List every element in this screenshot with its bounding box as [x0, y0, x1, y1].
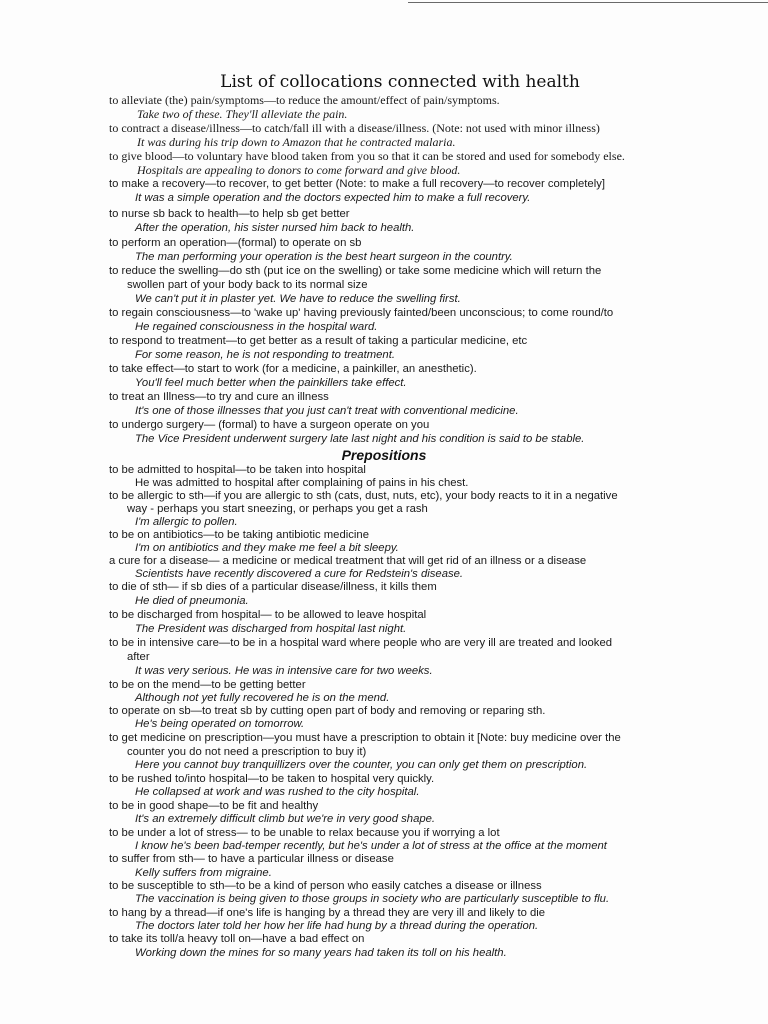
collocation-entry: a cure for a disease— a medicine or medical treatment that will get rid of an illness or a disease: [109, 555, 587, 567]
collocation-entry-continued: way - perhaps you start sneezing, or perhaps you get a rash: [127, 503, 428, 515]
example-sentence: Here you cannot buy tranquillizers over the counter, you can only get them on prescription.: [135, 759, 588, 771]
collocation-entry: to treat an Illness—to try and cure an illness: [109, 391, 329, 403]
collocation-entry: to be under a lot of stress— to be unable to relax because you if worrying a lot: [109, 827, 500, 839]
example-sentence: Hospitals are appealing to donors to come forward and give blood.: [137, 163, 461, 177]
collocation-entry: to be susceptible to sth—to be a kind of person who easily catches a disease or illness: [109, 880, 542, 892]
page-title: List of collocations connected with health: [220, 72, 580, 92]
collocation-entry: to be allergic to sth—if you are allergic to sth (cats, dust, nuts, etc), your body reacts to it in a negative: [109, 490, 618, 502]
collocation-entry: to reduce the swelling—do sth (put ice on the swelling) or take some medicine which will return the: [109, 265, 602, 277]
section-heading-prepositions: Prepositions: [341, 447, 427, 463]
collocation-entry: to operate on sb—to treat sb by cutting open part of body and removing or reparing sth.: [109, 705, 546, 717]
example-sentence: The Vice President underwent surgery late last night and his condition is said to be stable.: [135, 433, 585, 445]
collocation-entry: to respond to treatment—to get better as a result of taking a particular medicine, etc: [109, 335, 528, 347]
example-sentence: He was admitted to hospital after complaining of pains in his chest.: [135, 477, 469, 489]
example-sentence: He's being operated on tomorrow.: [135, 718, 305, 730]
collocation-entry: to contract a disease/illness—to catch/fall ill with a disease/illness. (Note: not used with minor illness): [109, 121, 600, 135]
collocation-entry: to regain consciousness—to 'wake up' having previously fainted/been unconscious; to come round/to: [109, 307, 614, 319]
example-sentence: Although not yet fully recovered he is on the mend.: [135, 692, 390, 704]
collocation-entry: to give blood—to voluntary have blood taken from you so that it can be stored and used for somebody else.: [109, 149, 625, 163]
example-sentence: We can't put it in plaster yet. We have to reduce the swelling first.: [135, 293, 461, 305]
example-sentence: It's an extremely difficult climb but we're in very good shape.: [135, 813, 436, 825]
collocation-entry: to suffer from sth— to have a particular illness or disease: [109, 853, 394, 865]
example-sentence: It was during his trip down to Amazon that he contracted malaria.: [137, 135, 456, 149]
collocation-entry: to hang by a thread—if one's life is hanging by a thread they are very ill and likely to die: [109, 907, 546, 919]
collocation-entry-continued: swollen part of your body back to its normal size: [127, 279, 368, 291]
example-sentence: The doctors later told her how her life had hung by a thread during the operation.: [135, 920, 539, 932]
collocation-entry-continued: counter you do not need a prescription to buy it): [127, 746, 367, 758]
example-sentence: For some reason, he is not responding to treatment.: [135, 349, 395, 361]
collocation-entry: to alleviate (the) pain/symptoms—to reduce the amount/effect of pain/symptoms.: [109, 93, 500, 107]
example-sentence: Scientists have recently discovered a cure for Redstein's disease.: [135, 568, 464, 580]
collocation-entry: to be in intensive care—to be in a hospital ward where people who are very ill are treated and looked: [109, 637, 613, 649]
collocation-entry: to take its toll/a heavy toll on—have a bad effect on: [109, 933, 365, 945]
example-sentence: It was very serious. He was in intensive care for two weeks.: [135, 665, 433, 677]
collocation-entry-continued: after: [127, 651, 150, 663]
example-sentence: The vaccination is being given to those groups in society who are particularly susceptible to flu.: [135, 893, 610, 905]
collocation-entry: to be on the mend—to be getting better: [109, 679, 306, 691]
collocation-entry: to take effect—to start to work (for a medicine, a painkiller, an anesthetic).: [109, 363, 477, 375]
example-sentence: Take two of these. They'll alleviate the pain.: [137, 107, 348, 121]
collocation-entry: to get medicine on prescription—you must have a prescription to obtain it [Note: buy medicine over the: [109, 732, 621, 744]
collocation-entry: to be in good shape—to be fit and healthy: [109, 800, 319, 812]
example-sentence: The man performing your operation is the best heart surgeon in the country.: [135, 251, 513, 263]
collocation-entry: to be on antibiotics—to be taking antibiotic medicine: [109, 529, 369, 541]
collocation-entry: to perform an operation—(formal) to operate on sb: [109, 237, 362, 249]
example-sentence: I know he's been bad-temper recently, but he's under a lot of stress at the office at the moment: [135, 840, 607, 852]
collocation-entry: to undergo surgery— (formal) to have a surgeon operate on you: [109, 419, 430, 431]
collocation-entry: to die of sth— if sb dies of a particular disease/illness, it kills them: [109, 581, 437, 593]
collocation-entry: to be rushed to/into hospital—to be taken to hospital very quickly.: [109, 773, 435, 785]
example-sentence: The President was discharged from hospital last night.: [135, 623, 407, 635]
example-sentence: It's one of those illnesses that you just can't treat with conventional medicine.: [135, 405, 519, 417]
example-sentence: I'm on antibiotics and they make me feel a bit sleepy.: [135, 542, 399, 554]
collocation-entry: to be discharged from hospital— to be allowed to leave hospital: [109, 609, 427, 621]
collocation-entry: to nurse sb back to health—to help sb get better: [109, 208, 350, 220]
example-sentence: After the operation, his sister nursed him back to health.: [135, 222, 415, 234]
example-sentence: Kelly suffers from migraine.: [135, 867, 272, 879]
example-sentence: Working down the mines for so many years had taken its toll on his health.: [135, 947, 507, 959]
example-sentence: You'll feel much better when the painkillers take effect.: [135, 377, 407, 389]
example-sentence: It was a simple operation and the doctors expected him to make a full recovery.: [135, 192, 531, 204]
scan-border-line: [408, 2, 768, 3]
example-sentence: He regained consciousness in the hospital ward.: [135, 321, 378, 333]
collocation-entry: to be admitted to hospital—to be taken into hospital: [109, 464, 366, 476]
example-sentence: He died of pneumonia.: [135, 595, 249, 607]
example-sentence: He collapsed at work and was rushed to the city hospital.: [135, 786, 420, 798]
collocation-entry: to make a recovery—to recover, to get better (Note: to make a full recovery—to recover completely]: [109, 178, 606, 190]
example-sentence: I'm allergic to pollen.: [135, 516, 238, 528]
